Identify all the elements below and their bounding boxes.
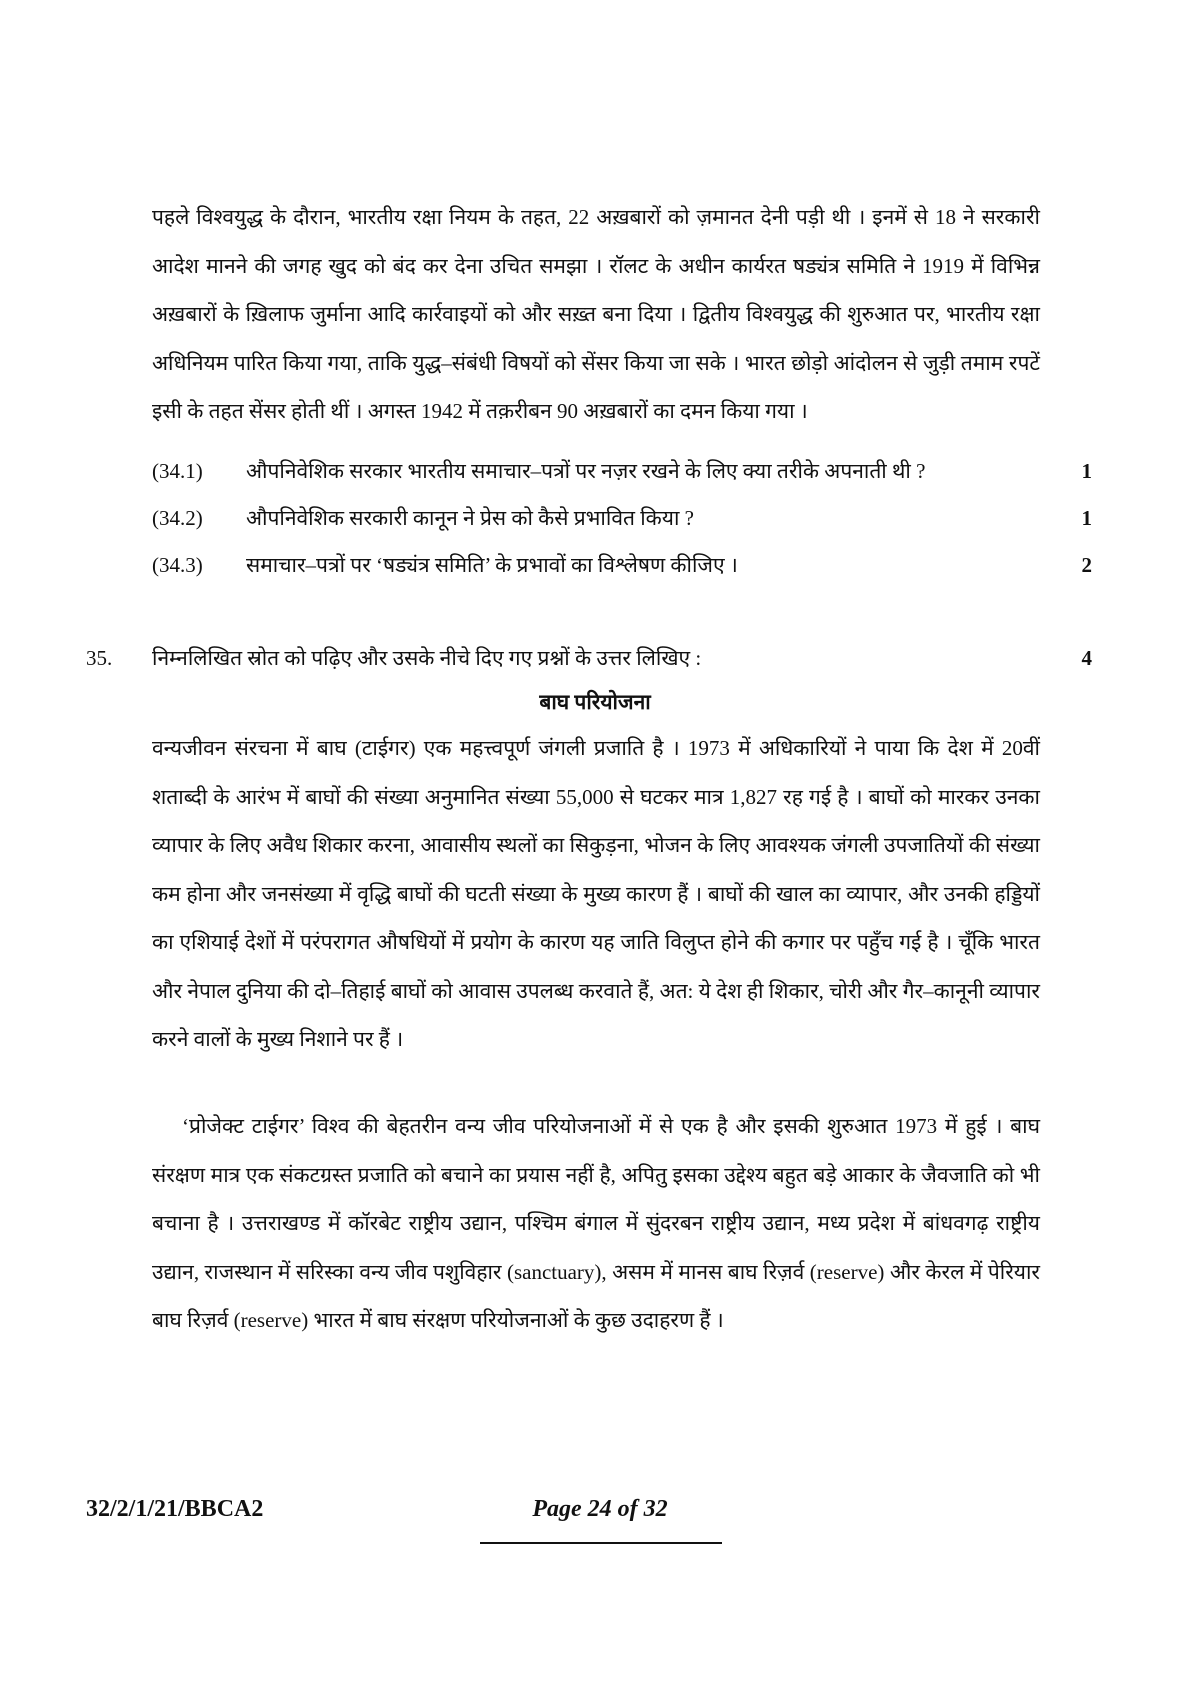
subquestion-marks: 1 [1081, 458, 1092, 483]
source-title: बाघ परियोजना [539, 690, 651, 714]
subquestion-text: औपनिवेशिक सरकार भारतीय समाचार–पत्रों पर नज़र रखने के लिए क्या तरीके अपनाती थी ? [246, 459, 926, 483]
subquestion-marks: 2 [1081, 552, 1092, 577]
question-number: 35. [86, 645, 113, 670]
source-paragraph-2: ‘प्रोजेक्ट टाईगर’ विश्व की बेहतरीन वन्य जीव परियोजनाओं में से एक है और इसकी शुरुआत 1973 में हुई । बाघ संरक्षण मात्र एक संकटग्रस्त प्रजाति को बचाने का प्रयास नहीं है, अपितु इसका उद्देश्य बहुत बड़े आकार के जैवजाति को भी बचाना है । उत्तराखण्ड में कॉरबेट राष्ट्रीय उद्यान, पश्चिम बंगाल में सुंदरबन राष्ट्रीय उद्यान, मध्य प्रदेश में बांधवगढ़ राष्ट्रीय उद्यान, राजस्थान में सरिस्का वन्य जीव पशुविहार (sanctuary), असम में मानस बाघ रिज़र्व (reserve) और केरल में पेरियार बाघ रिज़र्व (reserve) भारत में बाघ संरक्षण परियोजनाओं के कुछ उदाहरण हैं । [152, 1114, 1040, 1332]
question-35 [86, 638, 1092, 678]
subquestion-number: (34.3) [152, 552, 203, 577]
subquestion-34-1 [152, 451, 1092, 491]
question-marks: 4 [1081, 645, 1092, 670]
subquestion-text: समाचार–पत्रों पर ‘षड्यंत्र समिति’ के प्रभावों का विश्लेषण कीजिए । [246, 553, 738, 577]
subquestion-number: (34.2) [152, 505, 203, 530]
subquestion-number: (34.1) [152, 458, 203, 483]
page-number: Page 24 of 32 [532, 1496, 668, 1522]
subquestion-text: औपनिवेशिक सरकारी कानून ने प्रेस को कैसे प्रभावित किया ? [246, 506, 694, 530]
paper-code: 32/2/1/21/BBCA2 [86, 1496, 264, 1522]
page-number-underline [480, 1542, 722, 1544]
source-paragraph-1: वन्यजीवन संरचना में बाघ (टाईगर) एक महत्त्वपूर्ण जंगली प्रजाति है । 1973 में अधिकारियों ने पाया कि देश में 20वीं शताब्दी के आरंभ में बाघों की संख्या अनुमानित संख्या 55,000 से घटकर मात्र 1,827 रह गई है । बाघों को मारकर उनका व्यापार के लिए अवैध शिकार करना, आवासीय स्थलों का सिकुड़ना, भोजन के लिए आवश्यक जंगली उपजातियों की संख्या कम होना और जनसंख्या में वृद्धि बाघों की घटती संख्या के मुख्य कारण हैं । बाघों की खाल का व्यापार, और उनकी हड्डियों का एशियाई देशों में परंपरागत औषधियों में प्रयोग के कारण यह जाति विलुप्त होने की कगार पर पहुँच गई है । चूँकि भारत और नेपाल दुनिया की दो–तिहाई बाघों को आवास उपलब्ध करवाते हैं, अत: ये देश ही शिकार, चोरी और गैर–कानूनी व्यापार करने वालों के मुख्य निशाने पर हैं । [152, 736, 1040, 1051]
subquestion-marks: 1 [1081, 505, 1092, 530]
passage-34-text: पहले विश्वयुद्ध के दौरान, भारतीय रक्षा नियम के तहत, 22 अख़बारों को ज़मानत देनी पड़ी थी । इनमें से 18 ने सरकारी आदेश मानने की जगह खुद को बंद कर देना उचित समझा । रॉलट के अधीन कार्यरत षड्यंत्र समिति ने 1919 में विभिन्न अख़बारों के ख़िलाफ जुर्माना आदि कार्रवाइयों को और सख़्त बना दिया । द्वितीय विश्वयुद्ध की शुरुआत पर, भारतीय रक्षा अधिनियम पारित किया गया, ताकि युद्ध–संबंधी विषयों को सेंसर किया जा सके । भारत छोड़ो आंदोलन से जुड़ी तमाम रपटें इसी के तहत सेंसर होती थीं । अगस्त 1942 में तक़रीबन 90 अख़बारों का दमन किया गया । [152, 205, 1040, 423]
subquestion-34-2 [152, 498, 1092, 538]
question-instruction: निम्नलिखित स्रोत को पढ़िए और उसके नीचे दिए गए प्रश्नों के उत्तर लिखिए : [152, 646, 702, 670]
subquestion-34-3 [152, 545, 1092, 585]
